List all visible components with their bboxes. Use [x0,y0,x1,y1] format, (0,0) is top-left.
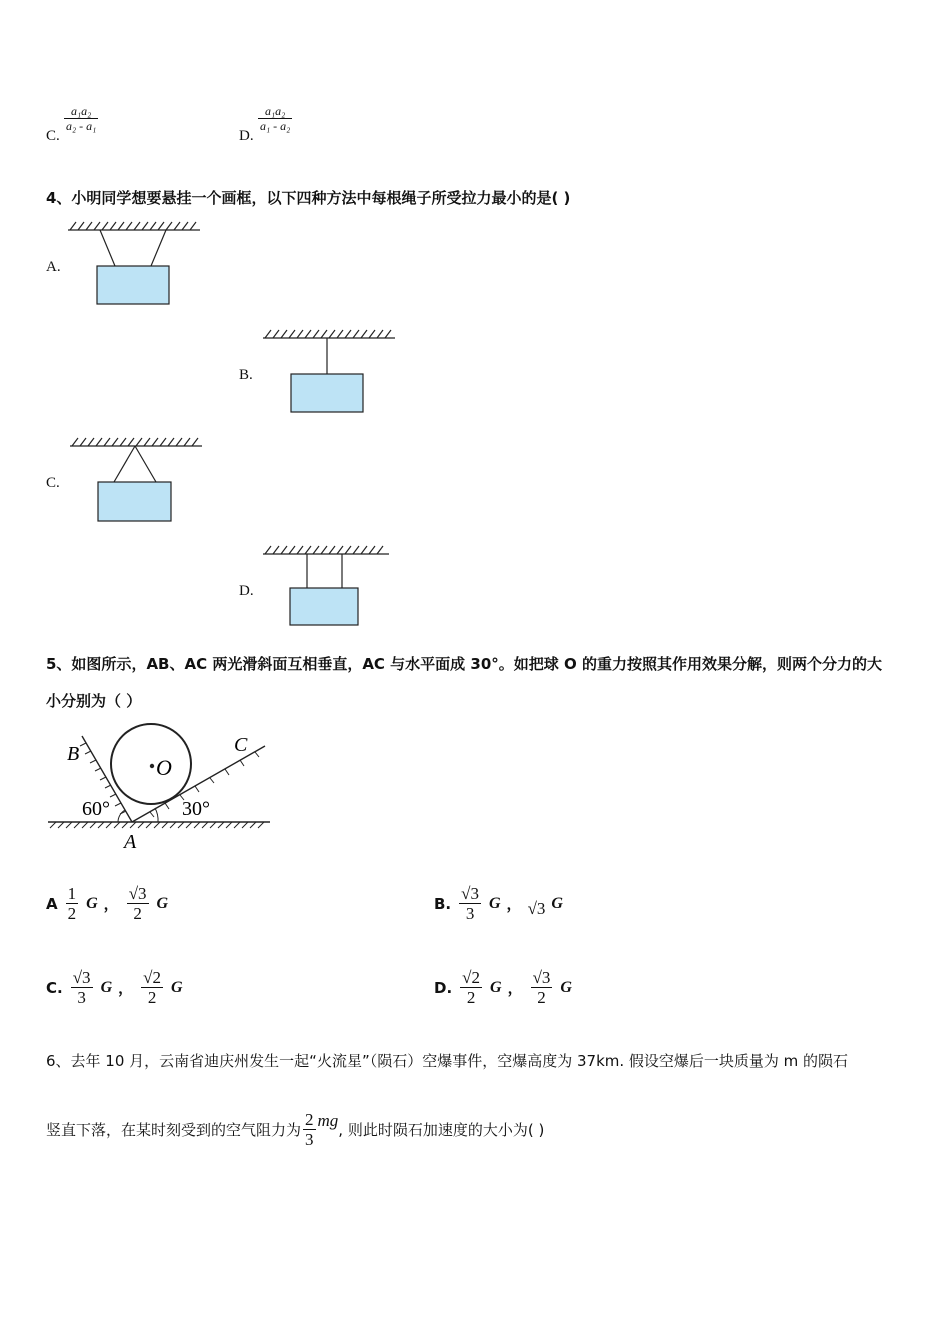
q5-a-fraction-2 [127,884,149,923]
fraction-numerator: √3 [72,968,91,987]
q5-incline-figure [40,718,280,858]
question-5-text-line1: 5、如图所示，AB、AC 两光滑斜面互相垂直，AC 与水平面成 30°。如把球 O 的重力按照其作用效果分解，则两个分力的大 [46,655,882,673]
label-a: A [124,831,137,853]
ball-o [111,724,191,804]
picture-frame [97,266,169,304]
question-4-text: 4、小明同学想要悬挂一个画框，以下四种方法中每根绳子所受拉力最小的是( ) [46,189,571,207]
fraction-denominator: 2 [133,904,142,923]
force-g: G [86,894,98,912]
force-g: G [490,978,502,996]
force-g: G [488,894,501,912]
ceiling-hatch [263,330,395,338]
ball-center-dot [150,764,154,768]
angle-arc-30 [155,808,158,822]
q3-d-numerator: a₁a₂ [265,104,286,118]
q3-option-d-fraction [258,104,292,133]
q5-option-b-label: B. [434,894,452,913]
fraction-numerator: √2 [143,968,161,987]
q6-fraction [303,1110,316,1149]
q5-option-d: D. $\frac{√2}{2}$ G ， $\frac{√3}{2}$ G [434,968,572,1007]
picture-frame [291,374,363,412]
q3-c-denominator: a₂ - a₁ [66,119,97,133]
rope-left [100,230,115,266]
question-6-text-line1: 6、去年 10 月，云南省迪庆州发生一起“火流星”（陨石）空爆事件，空爆高度为 37km. 假设空爆后一块质量为 m 的陨石 [46,1052,849,1070]
q5-option-c-label: C. [46,978,63,997]
rope-left [114,446,135,482]
q3-c-numerator: a₁a₂ [71,104,92,118]
fraction-numerator: √2 [462,968,480,987]
fraction-numerator: 2 [305,1110,314,1129]
fraction-denominator: 2 [537,988,546,1007]
q4-figure-c [62,432,212,527]
q3-option-c-fraction [64,104,98,133]
q5-b-fraction-1 [459,884,481,923]
q3-option-c-label: C. [46,128,60,144]
label-b: B [67,743,80,765]
q5-option-a: A $\frac{1}{2}$ G ， $\frac{√3}{2}$ G [46,884,169,923]
ceiling-hatch [68,222,200,230]
q5-c-fraction-1 [71,968,93,1007]
q5-option-d-label: D. [434,978,453,997]
force-g: G [100,978,113,996]
q4-option-d-label: D. [239,583,254,599]
fraction-denominator: 3 [465,904,475,923]
q6-text-after: , 则此时陨石加速度的大小为( ) [338,1121,545,1139]
q4-figure-b [255,324,405,419]
ceiling-hatch [263,546,389,554]
fraction-denominator: 2 [466,988,476,1007]
q6-text-before: 竖直下落，在某时刻受到的空气阻力为 [46,1121,302,1139]
fraction-numerator: √3 [532,968,551,987]
rope-right [135,446,156,482]
force-g: G [170,978,183,996]
q4-figure-a [60,216,210,311]
fraction-numerator: √3 [128,884,147,903]
force-g: G [560,978,572,996]
q5-d-fraction-1 [460,968,482,1007]
fraction-denominator: 3 [305,1130,314,1149]
q4-option-a-label: A. [46,259,61,275]
fraction-denominator: 2 [67,904,77,923]
q5-option-a-label: A [46,894,58,913]
q5-option-b: B. $\frac{√3}{3}$ G ， √3 G [434,884,563,923]
q4-option-b-label: B. [239,367,253,383]
q5-a-fraction-1 [66,884,79,923]
question-6-text-line2 [46,1110,544,1149]
q3-option-d-label: D. [239,128,254,144]
q4-figure-d [255,540,405,635]
label-angle-60: 60° [82,798,110,820]
fraction-denominator: 2 [147,988,157,1007]
picture-frame [290,588,358,625]
q5-option-c: C. $\frac{√3}{3}$ G ， $\frac{√2}{2}$ G [46,968,183,1007]
label-c: C [234,734,248,756]
fraction-denominator: 3 [77,988,86,1007]
rope-right [151,230,166,266]
ceiling-hatch [70,438,202,446]
force-g: G [156,894,169,912]
ground-hatch [50,822,264,828]
label-angle-30: 30° [182,798,210,820]
fraction-numerator: 1 [67,884,77,903]
q5-d-fraction-2 [531,968,553,1007]
q5-b-value-2: √3 [527,898,546,918]
label-o: O [156,755,172,780]
q3-d-denominator: a₁ - a₂ [260,119,291,133]
question-5-text-line2: 小分别为（ ） [46,692,142,710]
q6-mg: mg [317,1110,339,1130]
fraction-numerator: √3 [461,884,479,903]
q5-c-fraction-2 [141,968,163,1007]
picture-frame [98,482,171,521]
force-g: G [551,894,563,912]
q4-option-c-label: C. [46,475,60,491]
